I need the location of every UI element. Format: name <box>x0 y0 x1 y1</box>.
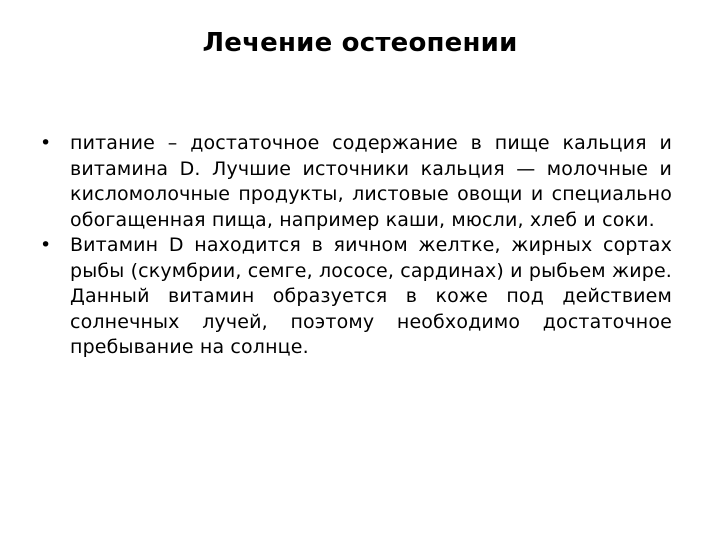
bullet-item-vitamin-d <box>40 233 672 361</box>
bullet-item-nutrition <box>40 131 672 233</box>
bullet-text: Витамин D находится в яичном желтке, жирных сортах рыбы (скумбрии, семге, лососе, сардинах) и рыбьем жире. Данный витамин образуется в коже под действием солнечных лучей, поэтому необходимо достаточное пребывание на солнце. <box>70 234 672 358</box>
bullet-text: питание – достаточное содержание в пище кальция и витамина D. Лучшие источники кальция — молочные и кисломолочные продукты, листовые овощи и специально обогащенная пища, например каши, мюсли, хлеб и соки. <box>70 132 672 231</box>
bullet-marker-icon: • <box>40 132 52 154</box>
bullet-marker-icon: • <box>40 234 52 256</box>
bullet-list <box>40 131 672 361</box>
slide-title: Лечение остеопении <box>202 28 518 58</box>
